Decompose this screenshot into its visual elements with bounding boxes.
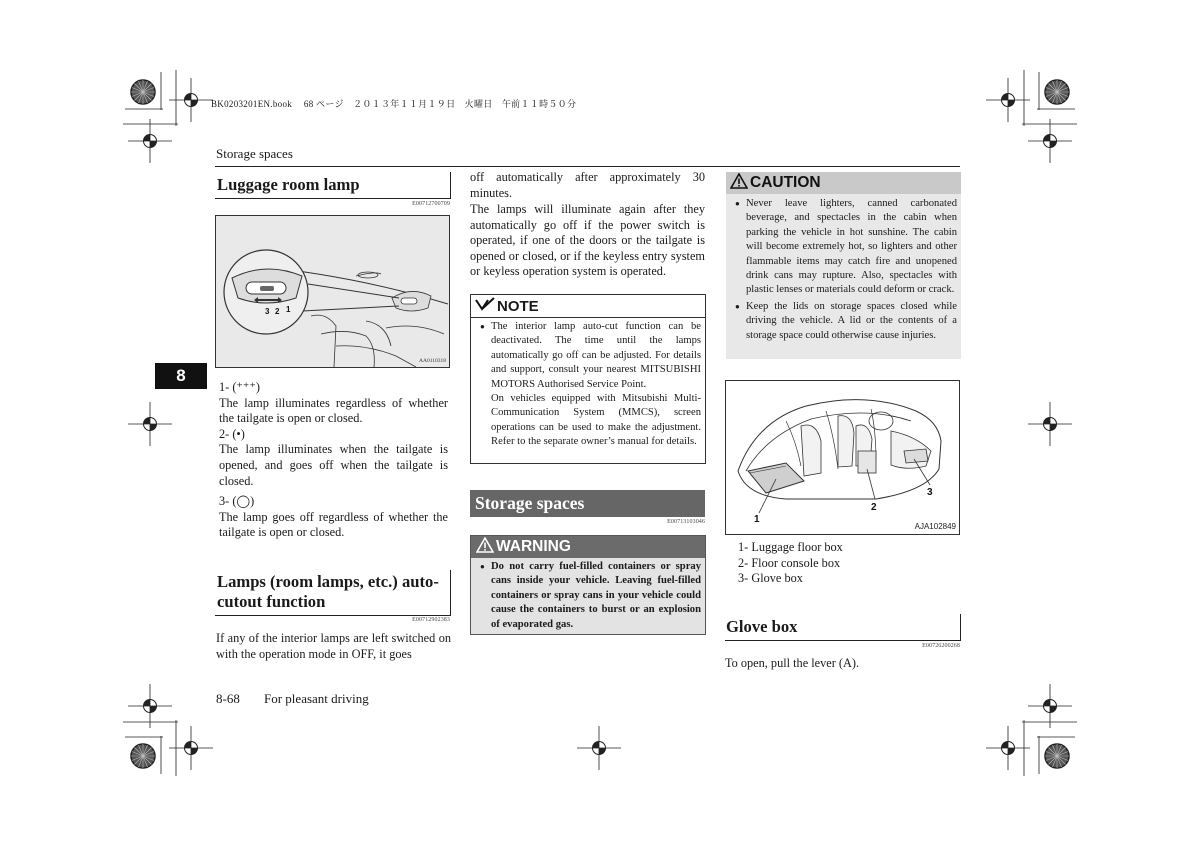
- warning-triangle-icon: [476, 537, 496, 558]
- auto-cutout-heading-line2: cutout function: [217, 592, 326, 611]
- lamp-mode-list: [219, 380, 448, 541]
- storage-list-item: 1- Luggage floor box: [738, 540, 843, 554]
- auto-cutout-heading: [217, 572, 449, 612]
- callout-3: 3: [265, 307, 270, 316]
- mode-1-label: 1- (⁺⁺⁺): [219, 380, 260, 394]
- luggage-lamp-figure: [215, 215, 450, 368]
- note-header: [471, 295, 705, 318]
- heading-vrule: [960, 614, 961, 641]
- footer-section: For pleasant driving: [264, 691, 369, 706]
- mode-2-text: The lamp illuminates when the tailgate is opened, and goes off when the tailgate is closed.: [219, 442, 448, 488]
- heading-rule: [725, 640, 960, 641]
- heading-rule: [215, 198, 450, 199]
- storage-list-item: 2- Floor console box: [738, 555, 841, 570]
- caution-list: [726, 194, 961, 343]
- luggage-room-lamp-heading: Luggage room lamp: [217, 175, 360, 194]
- mode-3-label: 3- (◯): [219, 494, 255, 509]
- callout-3: 3: [927, 487, 933, 498]
- chapter-tab: [155, 363, 207, 389]
- note-check-icon: [475, 297, 497, 315]
- auto-cutout-continued: off automatically after approximately 30 minutes.: [470, 170, 705, 200]
- storage-spaces-figure: [725, 380, 960, 535]
- callout-2: 2: [275, 307, 280, 316]
- storage-list-item: 3- Glove box: [738, 571, 803, 586]
- figure-code: AJA102849: [914, 522, 956, 531]
- heading-rule: [215, 615, 450, 616]
- caution-title: CAUTION: [750, 174, 821, 191]
- warning-title: WARNING: [496, 538, 571, 555]
- callout-1: 1: [286, 305, 291, 314]
- heading-vrule: [450, 570, 451, 616]
- storage-spaces-heading-text: Storage spaces: [475, 493, 585, 513]
- mode-1-text: The lamp illuminates regardless of whether the tailgate is open or closed.: [219, 395, 448, 426]
- mode-3-text: The lamp goes off regardless of whether the tailgate is open or closed.: [219, 509, 448, 540]
- note-item-cont: On vehicles equipped with Mitsubishi Multi-Communication System (MMCS), screen operations can be used to make the adjustment. Refer to the separate owner’s manual for details.: [491, 393, 701, 448]
- warning-item: ● Do not carry fuel-filled containers or spray cans inside your vehicle. Leaving fuel-filled containers or spray cans in your vehicle could cause the containers to burst or an explosion of evaporated gas.: [480, 560, 701, 632]
- warning-list: [471, 558, 705, 632]
- storage-spaces-heading: [470, 490, 705, 517]
- note-item: [480, 320, 701, 450]
- auto-cutout-text: If any of the interior lamps are left switched on with the operation mode in OFF, it goes: [216, 631, 451, 661]
- car-interior-illustration: [726, 381, 959, 534]
- section-code: E00713103046: [667, 519, 705, 525]
- caution-triangle-icon: [730, 173, 750, 194]
- print-header: BK0203201EN.book 68 ページ ２０１３年１１月１９日 火曜日 午前１１時５０分: [211, 99, 577, 109]
- running-head: Storage spaces: [216, 146, 293, 161]
- note-box: [470, 294, 706, 464]
- chapter-number: 8: [176, 366, 186, 385]
- figure-code: AA0110318: [419, 358, 446, 364]
- section-code: E00712700709: [412, 201, 450, 207]
- mode-2-label: 2- (•): [219, 426, 245, 441]
- warning-header: [471, 536, 705, 558]
- caution-item: ● Never leave lighters, canned carbonated beverage, and spectacles in the cabin when parking the vehicle in hot sunshine. The cabin will become extremely hot, so lighters and other flammable items may catch fire and unopened drink cans may rupture. Also, spectacles with plastic lenses or materials could deform or crack.: [735, 197, 957, 298]
- section-code: E00726200268: [922, 643, 960, 649]
- callout-2: 2: [871, 502, 877, 513]
- caution-box: [726, 172, 961, 359]
- section-code: E00712902383: [412, 617, 450, 623]
- page-number: 8-68: [216, 691, 240, 706]
- warning-box: [470, 535, 706, 635]
- note-list: [471, 318, 705, 450]
- note-title: NOTE: [497, 297, 539, 315]
- note-item-text: ● The interior lamp auto-cut function can be deactivated. The time until the lamps automatically go off can be adjusted. For details and support, consult your nearest MITSUBISHI MOTORS Authorised Service Point.: [491, 321, 701, 390]
- auto-cutout-para2: The lamps will illuminate again after they automatically go off if the power switch is operated, if one of the doors or the tailgate is opened or closed, or if the keyless entry system or keyless operation system is operated.: [470, 202, 705, 279]
- caution-header: [726, 172, 961, 194]
- glove-box-heading: Glove box: [726, 617, 798, 636]
- caution-item: ● Keep the lids on storage spaces closed while driving the vehicle. A lid or the contents of a storage space could otherwise cause injuries.: [735, 300, 957, 343]
- heading-vrule: [450, 172, 451, 199]
- luggage-lamp-illustration: [216, 216, 449, 367]
- auto-cutout-heading-line1: Lamps (room lamps, etc.) auto-: [217, 572, 439, 591]
- storage-list: [738, 540, 958, 587]
- header-rule: [215, 166, 960, 167]
- glove-box-text: To open, pull the lever (A).: [725, 656, 860, 670]
- callout-1: 1: [754, 514, 760, 525]
